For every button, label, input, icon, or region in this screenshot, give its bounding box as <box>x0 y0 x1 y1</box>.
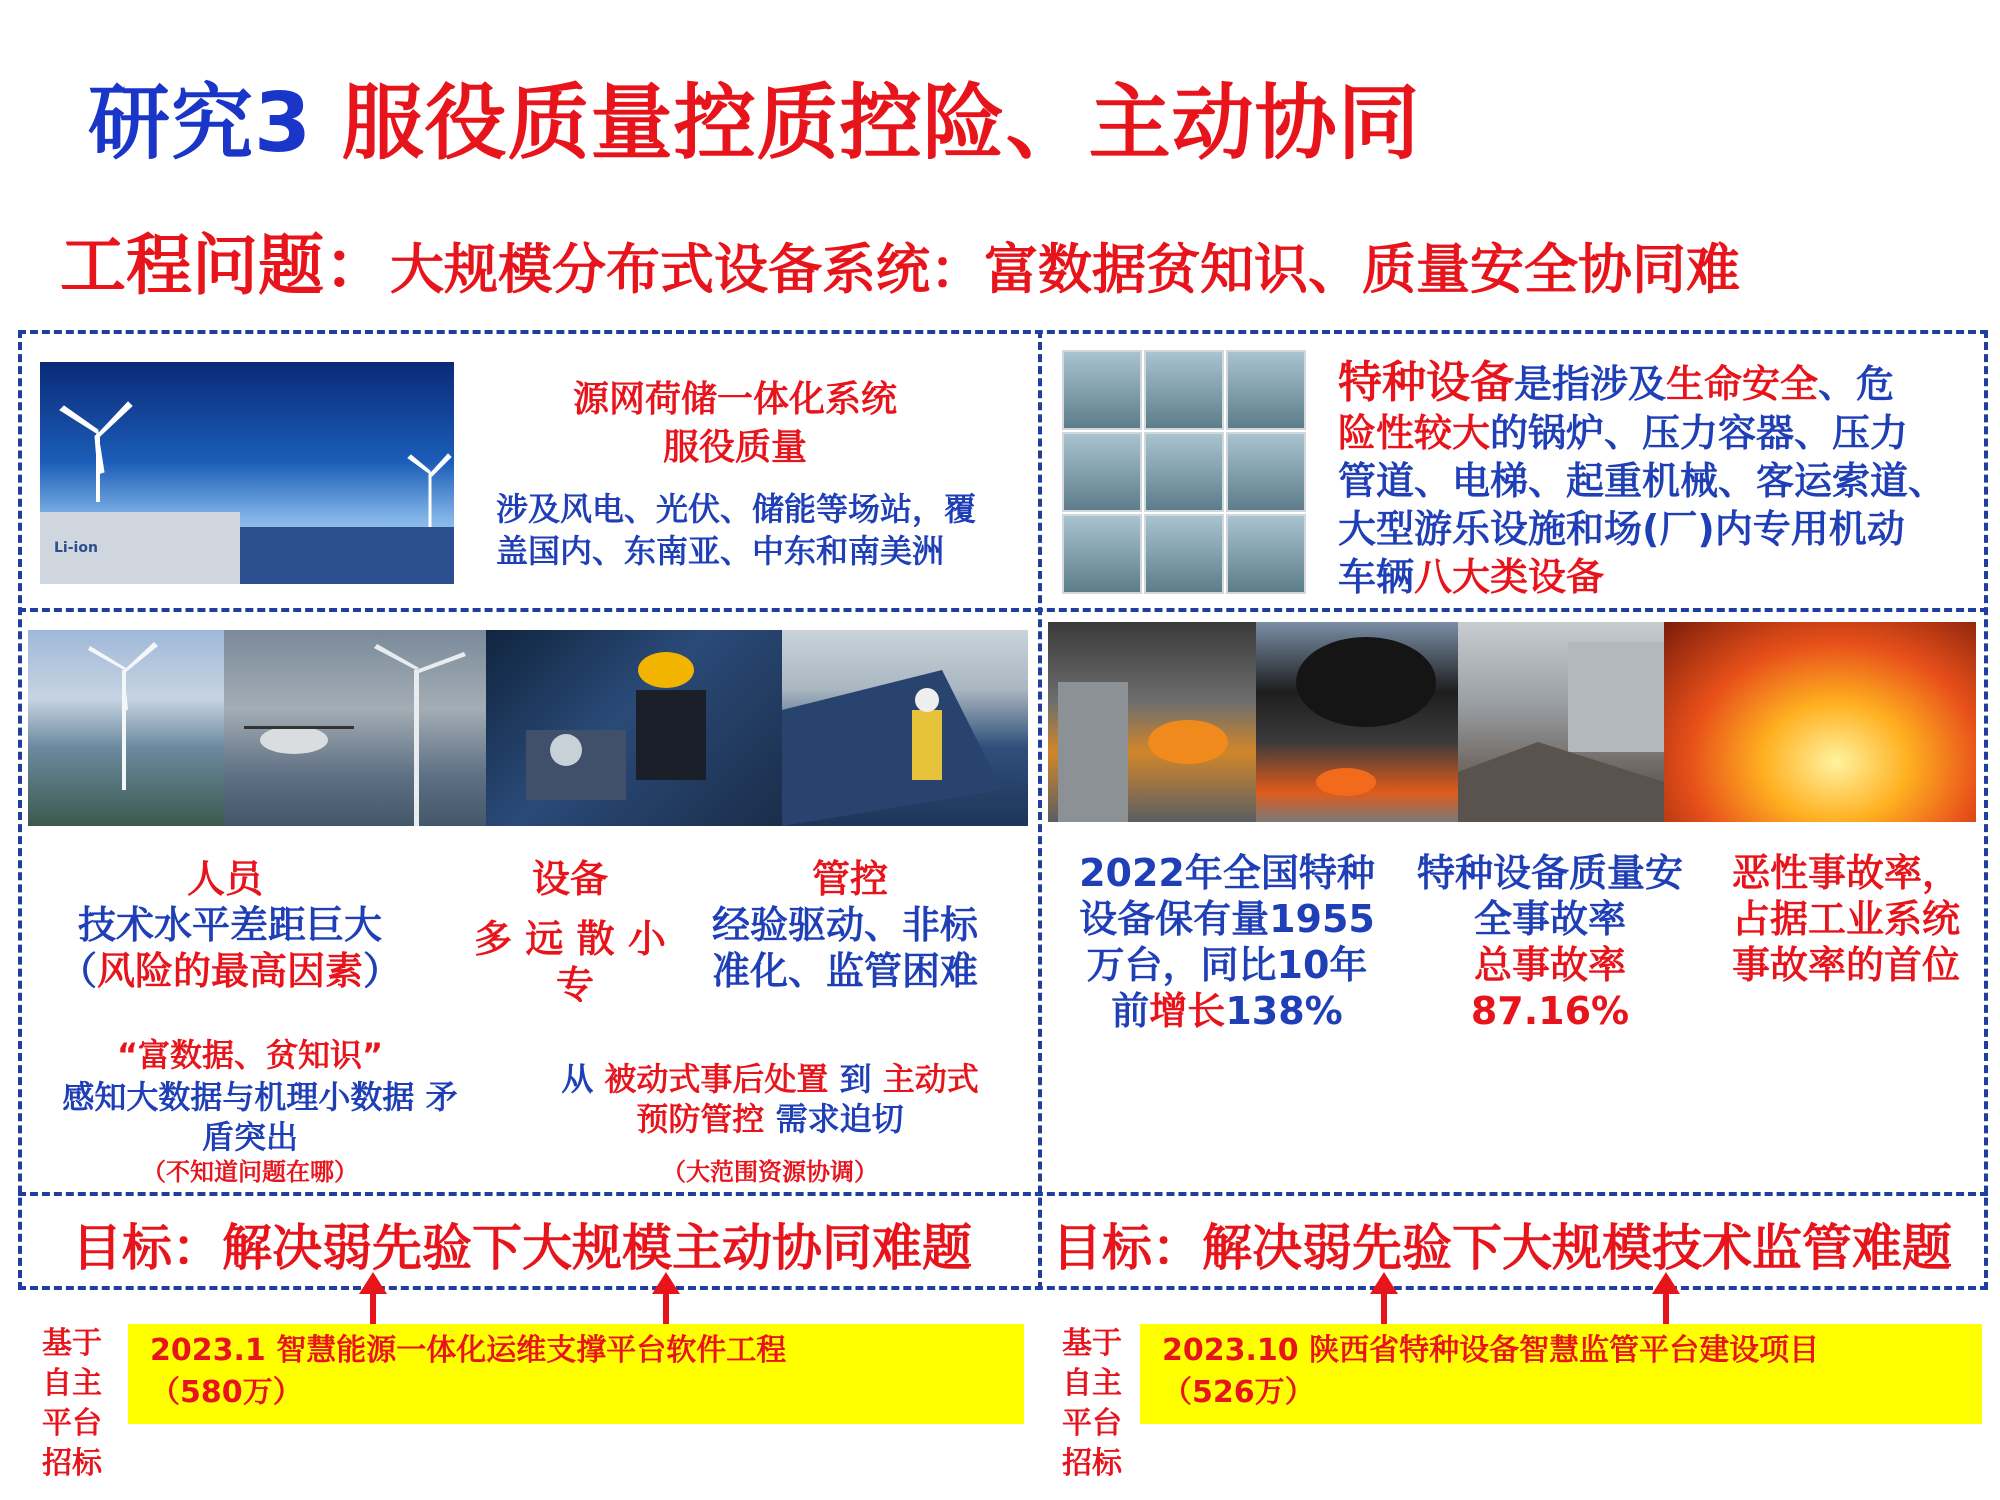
explosion-ruins-photo <box>1458 622 1664 822</box>
left-side-label <box>42 1324 102 1484</box>
side-label-line: 招标 <box>42 1446 102 1481</box>
text-span: 是指涉及 <box>1514 362 1667 406</box>
left-project-amount: （580万） <box>150 1375 303 1410</box>
personnel-line-1: 技术水平差距巨大 <box>77 903 382 947</box>
subtitle-lead: 工程问题： <box>60 227 390 304</box>
left-project-line-1: 2023.1 智慧能源一体化运维支撑平台软件工程 <box>150 1333 787 1368</box>
stat2-percent: 87.16% <box>1470 989 1630 1033</box>
stat3-line-3: 事故率的首位 <box>1731 943 1960 987</box>
personnel-heading: 人员 <box>186 857 263 901</box>
shift-note: （大范围资源协调） <box>662 1158 878 1186</box>
offshore-helicopter-photo <box>224 630 486 826</box>
top-row-divider <box>18 608 1988 612</box>
right-project-line-1: 2023.10 陕西省特种设备智慧监管平台建设项目 <box>1162 1333 1820 1368</box>
right-side-label <box>1062 1324 1122 1484</box>
grid-photo <box>1144 350 1224 430</box>
side-label-line: 平台 <box>42 1406 102 1441</box>
text-span: 到 <box>828 1060 883 1098</box>
text-span: 主动式 <box>882 1060 979 1098</box>
right-project-box <box>1140 1324 1982 1424</box>
left-goal: 目标：解决弱先验下大规模主动协同难题 <box>72 1219 972 1277</box>
text-span: 增长 <box>1149 989 1226 1033</box>
control-heading: 管控 <box>811 857 888 901</box>
rich-data-note: （不知道问题在哪） <box>142 1158 358 1186</box>
shift-line-2 <box>540 1098 1000 1140</box>
text-span: 八大类设备 <box>1414 555 1605 599</box>
stat1-line-4 <box>1062 988 1392 1034</box>
page-title <box>88 58 1421 175</box>
side-label-line: 平台 <box>1062 1406 1122 1441</box>
control-line-1: 经验驱动、非标 <box>712 903 979 947</box>
stat1-line-3: 万台，同比10年 <box>1086 943 1368 987</box>
rich-data-heading: “富数据、贫知识” <box>116 1036 384 1074</box>
left-top-heading-1: 源网荷储一体化系统 <box>572 379 897 420</box>
control-line-2: 准化、监管困难 <box>712 949 979 993</box>
text-span: （ <box>58 949 97 993</box>
side-label-line: 自主 <box>1062 1366 1122 1401</box>
special-equipment-line-4: 大型游乐设施和场(厂)内专用机动 <box>1338 507 1905 551</box>
text-span: 前 <box>1111 989 1150 1033</box>
right-goal: 目标：解决弱先验下大规模技术监管难题 <box>1052 1219 1952 1277</box>
text-span: 的锅炉、压力容器、压力 <box>1490 411 1909 455</box>
svg-text:Li-ion: Li-ion <box>54 540 98 556</box>
text-span: ） <box>363 949 402 993</box>
stat3-line-2 <box>1706 896 1986 942</box>
grid-photo <box>1226 514 1306 594</box>
equipment-line-1: 多 远 散 小 <box>474 917 666 961</box>
grid-photo <box>1144 514 1224 594</box>
grid-photo <box>1062 350 1142 430</box>
shift-line-1 <box>540 1058 1000 1100</box>
personnel-line-2 <box>40 948 420 994</box>
text-span: 险性较大 <box>1338 411 1491 455</box>
subtitle-rest: 大规模分布式设备系统：富数据贫知识、质量安全协同难 <box>390 238 1740 301</box>
side-label-line: 自主 <box>42 1366 102 1401</box>
side-label-line: 基于 <box>42 1326 102 1361</box>
stat1-line-1: 2022年全国特种 <box>1079 851 1375 895</box>
title-prefix: 研究3 <box>88 76 342 171</box>
subtitle <box>60 212 1740 307</box>
growth-percent: 138% <box>1225 989 1343 1033</box>
stat1-line-2: 设备保有量1955 <box>1079 897 1375 941</box>
energy-storage-wind-photo <box>40 362 454 584</box>
large-blaze-photo <box>1664 622 1976 822</box>
solar-panel-inspection-photo <box>782 630 1028 826</box>
industrial-fire-photo-2 <box>1256 622 1458 822</box>
equipment-maintenance-worker-photo <box>486 630 782 826</box>
text-span: 车辆 <box>1338 555 1415 599</box>
text-span: 需求迫切 <box>764 1100 904 1138</box>
equipment-line-2: 专 <box>556 963 595 1007</box>
grid-photo <box>1062 514 1142 594</box>
side-label-line: 基于 <box>1062 1326 1122 1361</box>
text-span: 占据 <box>1731 897 1808 941</box>
grid-photo <box>1062 432 1142 512</box>
text-span: 生命安全 <box>1666 362 1819 406</box>
text-span: 工业系统 <box>1808 897 1961 941</box>
text-span: 、危 <box>1818 362 1895 406</box>
industrial-fire-photo-1 <box>1048 622 1256 822</box>
special-equipment-line-5 <box>1338 554 1978 600</box>
text-span: 预防管控 <box>636 1100 765 1138</box>
title-main: 服役质量控质控险、主动协同 <box>341 76 1421 171</box>
grid-photo <box>1226 432 1306 512</box>
grid-photo <box>1144 432 1224 512</box>
special-equipment-line-2 <box>1338 410 1978 456</box>
rich-data-line-2: 盾突出 <box>201 1118 298 1156</box>
left-top-heading-2: 服役质量 <box>662 427 807 468</box>
stat2-line-1: 特种设备质量安 <box>1416 851 1683 895</box>
left-project-box <box>128 1324 1024 1424</box>
grid-photo <box>1226 350 1306 430</box>
left-top-desc-1: 涉及风电、光伏、储能等场站，覆 <box>496 490 977 528</box>
special-equipment-photo-grid <box>1062 350 1312 600</box>
mountain-wind-turbine-photo <box>28 630 224 826</box>
goal-row-divider <box>18 1192 1988 1196</box>
right-project-amount: （526万） <box>1162 1375 1315 1410</box>
special-equipment-term: 特种设备 <box>1338 357 1514 408</box>
side-label-line: 招标 <box>1062 1446 1122 1481</box>
rich-data-line-1: 感知大数据与机理小数据 矛 <box>62 1078 458 1116</box>
text-span: 从 <box>561 1060 605 1098</box>
stat2-line-3: 总事故率 <box>1473 943 1626 987</box>
stat3-line-1: 恶性事故率， <box>1731 851 1960 895</box>
center-divider <box>1038 330 1042 1290</box>
left-top-desc-2: 盖国内、东南亚、中东和南美洲 <box>496 532 945 570</box>
special-equipment-line-1 <box>1338 357 1978 408</box>
stat2-line-2: 全事故率 <box>1473 897 1626 941</box>
special-equipment-line-3: 管道、电梯、起重机械、客运索道、 <box>1338 459 1947 503</box>
text-span: 被动式事后处置 <box>604 1060 829 1098</box>
personnel-risk-factor: 风险的最高因素 <box>96 949 363 993</box>
equipment-heading: 设备 <box>531 857 608 901</box>
